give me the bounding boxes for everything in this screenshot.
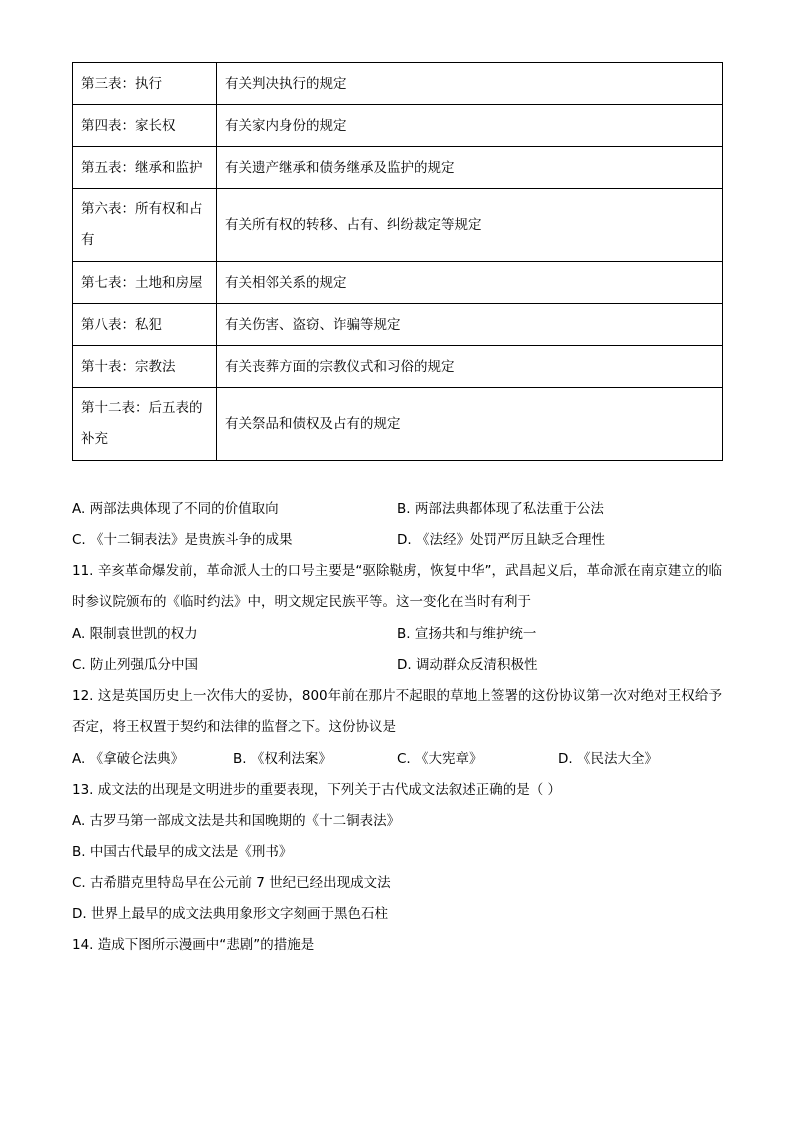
table-row	[73, 262, 723, 304]
table-desc-cell: 有关判决执行的规定	[217, 63, 723, 105]
table-row	[73, 346, 723, 388]
table-desc-cell: 有关丧葬方面的宗教仪式和习俗的规定	[217, 346, 723, 388]
q13-option-a[interactable]: A. 古罗马第一部成文法是共和国晚期的《十二铜表法》	[72, 813, 401, 829]
q13-stem: 13. 成文法的出现是文明进步的重要表现，下列关于古代成文法叙述正确的是（ ）	[72, 782, 562, 798]
q12-stem: 12. 这是英国历史上一次伟大的妥协，800年前在那片不起眼的草地上签署的这份协议第一次对绝对王权给予否定，将王权置于契约和法律的监督之下。这份协议是	[72, 688, 722, 735]
table-name-cell: 第十二表：后五表的补充	[73, 388, 217, 461]
q11-option-d[interactable]: D. 调动群众反清积极性	[397, 657, 538, 673]
q10-option-b[interactable]: B. 两部法典都体现了私法重于公法	[397, 501, 604, 517]
q12-option-b[interactable]: B. 《权利法案》	[233, 751, 332, 767]
table-name-cell: 第六表：所有权和占有	[73, 189, 217, 262]
q11-stem: 11. 辛亥革命爆发前，革命派人士的口号主要是“驱除鞑虏，恢复中华”，武昌起义后，革命派在南京建立的临时参议院颁布的《临时约法》中，明文规定民族平等。这一变化在当时有利于	[72, 563, 722, 610]
table-name-cell: 第四表：家长权	[73, 105, 217, 147]
q11-option-b[interactable]: B. 宣扬共和与维护统一	[397, 626, 537, 642]
q13-option-c[interactable]: C. 古希腊克里特岛早在公元前 7 世纪已经出现成文法	[72, 875, 391, 891]
q12-option-a[interactable]: A. 《拿破仑法典》	[72, 751, 185, 767]
q10-option-c[interactable]: C. 《十二铜表法》是贵族斗争的成果	[72, 532, 293, 548]
table-name-cell: 第十表：宗教法	[73, 346, 217, 388]
table-desc-cell: 有关所有权的转移、占有、纠纷裁定等规定	[217, 189, 723, 262]
table-row	[73, 147, 723, 189]
q12-option-d[interactable]: D. 《民法大全》	[558, 751, 658, 767]
table-desc-cell: 有关祭品和债权及占有的规定	[217, 388, 723, 461]
twelve-tables-table	[72, 62, 723, 461]
q12-option-c[interactable]: C. 《大宪章》	[397, 751, 483, 767]
table-name-cell: 第七表：土地和房屋	[73, 262, 217, 304]
table-name-cell: 第五表：继承和监护	[73, 147, 217, 189]
q14-stem: 14. 造成下图所示漫画中“悲剧”的措施是	[72, 937, 315, 953]
q11-option-a[interactable]: A. 限制袁世凯的权力	[72, 626, 198, 642]
q11-option-c[interactable]: C. 防止列强瓜分中国	[72, 657, 199, 673]
table-row	[73, 388, 723, 461]
table-desc-cell: 有关伤害、盗窃、诈骗等规定	[217, 304, 723, 346]
table-row	[73, 304, 723, 346]
q10-option-a[interactable]: A. 两部法典体现了不同的价值取向	[72, 501, 279, 517]
q13-option-b[interactable]: B. 中国古代最早的成文法是《刑书》	[72, 844, 293, 860]
table-row	[73, 189, 723, 262]
q13-option-d[interactable]: D. 世界上最早的成文法典用象形文字刻画于黑色石柱	[72, 906, 388, 922]
table-name-cell: 第三表：执行	[73, 63, 217, 105]
table-desc-cell: 有关遗产继承和债务继承及监护的规定	[217, 147, 723, 189]
table-desc-cell: 有关家内身份的规定	[217, 105, 723, 147]
table-desc-cell: 有关相邻关系的规定	[217, 262, 723, 304]
table-row	[73, 105, 723, 147]
q10-option-d[interactable]: D. 《法经》处罚严厉且缺乏合理性	[397, 532, 605, 548]
table-row	[73, 63, 723, 105]
table-name-cell: 第八表：私犯	[73, 304, 217, 346]
